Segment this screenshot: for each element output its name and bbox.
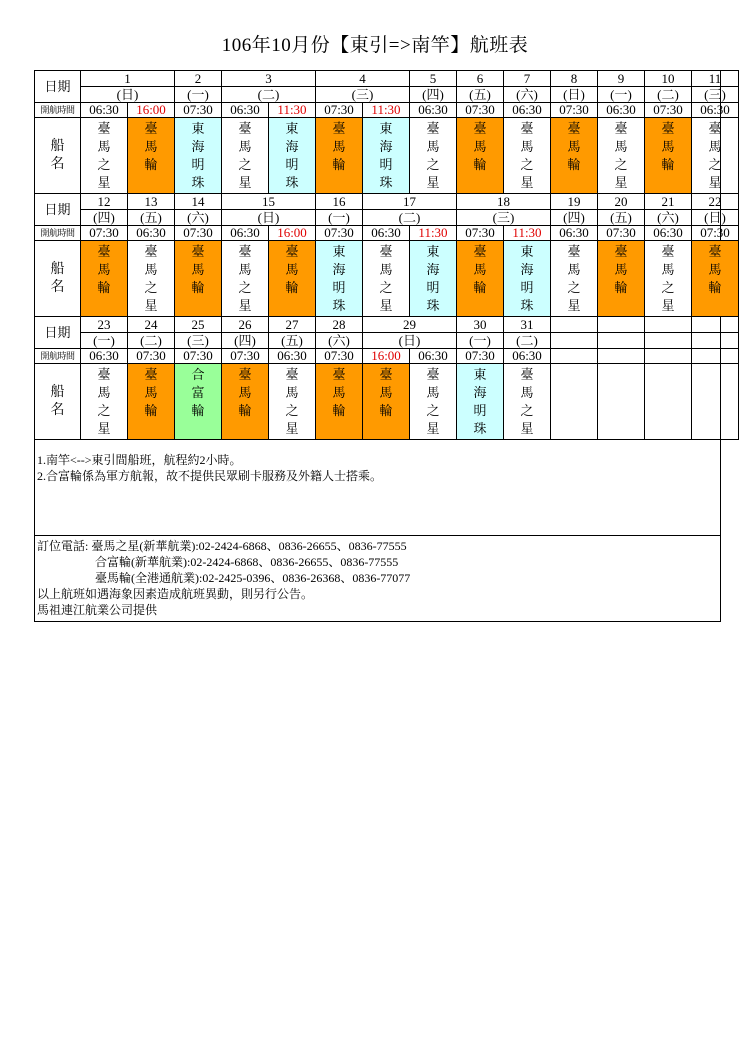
ship-cell	[457, 364, 504, 440]
ship-name: 臺馬輪	[332, 121, 346, 172]
ship-name: 臺馬輪	[614, 244, 628, 295]
ship-name: 東海明珠	[473, 367, 487, 436]
ship-name-label	[35, 364, 81, 440]
departure-time: 07:30	[128, 349, 175, 364]
departure-time: 06:30	[551, 226, 598, 241]
ship-cell	[316, 118, 363, 194]
departure-time: 07:30	[316, 349, 363, 364]
date-cell: 5	[410, 71, 457, 87]
ship-cell	[175, 241, 222, 317]
ship-name: 臺馬輪	[191, 244, 205, 295]
contact-info	[37, 538, 410, 618]
ship-name-label	[35, 241, 81, 317]
ship-cell	[692, 118, 739, 194]
date-cell: 2	[175, 71, 222, 87]
ship-name: 合富輪	[191, 367, 205, 418]
departure-time: 11:30	[504, 226, 551, 241]
departure-time: 07:30	[175, 103, 222, 118]
weekday-cell: (三)	[457, 210, 551, 226]
ship-name: 臺馬輪	[379, 367, 393, 418]
departure-time: 06:30	[410, 103, 457, 118]
date-cell	[692, 317, 739, 333]
ship-name: 臺馬輪	[473, 244, 487, 295]
date-cell	[598, 317, 645, 333]
contact-footer-1: 以上航班如遇海象因素造成航班異動，則另行公告。	[37, 587, 314, 601]
date-cell: 14	[175, 194, 222, 210]
contact-line-1: 臺馬之星(新華航業):02-2424-6868、0836-26655、0836-77555	[91, 539, 407, 553]
ship-name: 東海明珠	[379, 121, 393, 190]
departure-time: 16:00	[128, 103, 175, 118]
ship-name: 臺馬之星	[614, 121, 628, 190]
ship-cell	[551, 241, 598, 317]
departure-time: 11:30	[410, 226, 457, 241]
departure-time: 07:30	[222, 349, 269, 364]
ship-name: 臺馬之星	[97, 367, 111, 436]
date-cell: 28	[316, 317, 363, 333]
ship-name: 臺馬輪	[332, 367, 346, 418]
ship-cell	[598, 118, 645, 194]
ship-cell	[363, 241, 410, 317]
date-cell: 17	[363, 194, 457, 210]
schedule-table	[34, 70, 739, 440]
ship-name: 臺馬輪	[708, 244, 722, 295]
date-cell	[551, 317, 598, 333]
ship-name: 臺馬之星	[144, 244, 158, 313]
date-cell: 30	[457, 317, 504, 333]
ship-cell	[504, 118, 551, 194]
date-cell: 26	[222, 317, 269, 333]
ship-name: 臺馬輪	[144, 367, 158, 418]
departure-time: 07:30	[598, 226, 645, 241]
date-cell: 22	[692, 194, 739, 210]
weekday-cell	[692, 333, 739, 349]
date-cell: 3	[222, 71, 316, 87]
date-cell: 23	[81, 317, 128, 333]
weekday-cell: (一)	[316, 210, 363, 226]
ship-cell	[645, 241, 692, 317]
ship-name: 臺馬輪	[661, 121, 675, 172]
departure-time: 06:30	[645, 226, 692, 241]
departure-time: 07:30	[316, 103, 363, 118]
weekday-cell: (四)	[410, 87, 457, 103]
ship-cell	[645, 364, 692, 440]
weekday-cell: (六)	[175, 210, 222, 226]
ship-name-label	[35, 118, 81, 194]
weekday-cell	[551, 333, 598, 349]
departure-time: 06:30	[504, 103, 551, 118]
date-cell: 10	[645, 71, 692, 87]
weekday-cell: (日)	[222, 210, 316, 226]
contact-label: 訂位電話:	[37, 539, 89, 553]
date-cell: 29	[363, 317, 457, 333]
date-cell: 7	[504, 71, 551, 87]
ship-name: 臺馬輪	[567, 121, 581, 172]
date-cell: 21	[645, 194, 692, 210]
weekday-cell: (二)	[504, 333, 551, 349]
date-cell: 4	[316, 71, 410, 87]
ship-name: 東海明珠	[426, 244, 440, 313]
date-label: 日期	[35, 194, 81, 226]
date-cell: 15	[222, 194, 316, 210]
departure-time	[598, 349, 645, 364]
date-cell: 13	[128, 194, 175, 210]
ship-name: 臺馬之星	[379, 244, 393, 313]
weekday-cell: (五)	[269, 333, 316, 349]
departure-time: 06:30	[81, 349, 128, 364]
ship-name: 臺馬之星	[567, 244, 581, 313]
ship-name: 臺馬輪	[285, 244, 299, 295]
weekday-cell: (日)	[363, 333, 457, 349]
ship-name: 東海明珠	[520, 244, 534, 313]
ship-name: 臺馬之星	[238, 121, 252, 190]
departure-time-label: 開航時間	[35, 226, 81, 241]
departure-time: 16:00	[269, 226, 316, 241]
ship-cell	[269, 241, 316, 317]
ship-cell	[81, 364, 128, 440]
ship-name: 臺馬之星	[520, 121, 534, 190]
note-1: 1.南竿<-->東引間船班，航程約2小時。	[37, 453, 242, 467]
ship-name: 臺馬輪	[238, 367, 252, 418]
departure-time: 06:30	[410, 349, 457, 364]
departure-time: 06:30	[128, 226, 175, 241]
ship-name: 臺馬輪	[473, 121, 487, 172]
ship-name: 臺馬輪	[144, 121, 158, 172]
ship-name: 東海明珠	[332, 244, 346, 313]
weekday-cell	[598, 333, 645, 349]
departure-time: 06:30	[222, 103, 269, 118]
departure-time: 07:30	[692, 226, 739, 241]
weekday-cell	[645, 333, 692, 349]
ship-cell	[81, 241, 128, 317]
weekday-cell: (一)	[598, 87, 645, 103]
ship-name: 臺馬輪	[97, 244, 111, 295]
departure-time	[551, 349, 598, 364]
departure-time: 07:30	[457, 349, 504, 364]
weekday-cell: (四)	[81, 210, 128, 226]
weekday-cell: (六)	[645, 210, 692, 226]
ship-name: 臺馬之星	[97, 121, 111, 190]
weekday-cell: (五)	[128, 210, 175, 226]
ship-name: 臺馬之星	[520, 367, 534, 436]
ship-cell	[128, 364, 175, 440]
departure-time-label: 開航時間	[35, 103, 81, 118]
date-cell: 1	[81, 71, 175, 87]
weekday-cell: (一)	[457, 333, 504, 349]
date-cell: 19	[551, 194, 598, 210]
date-cell: 31	[504, 317, 551, 333]
ship-cell	[457, 118, 504, 194]
ship-cell	[175, 364, 222, 440]
note-2: 2.合富輪係為軍方航報，故不提供民眾刷卡服務及外籍人士搭乘。	[37, 469, 383, 483]
ship-cell	[645, 118, 692, 194]
date-label: 日期	[35, 71, 81, 103]
date-cell: 9	[598, 71, 645, 87]
weekday-cell: (四)	[222, 333, 269, 349]
weekday-cell: (二)	[363, 210, 457, 226]
ship-name: 臺馬之星	[238, 244, 252, 313]
weekday-cell: (日)	[692, 210, 739, 226]
weekday-cell: (日)	[551, 87, 598, 103]
date-cell: 6	[457, 71, 504, 87]
weekday-cell: (日)	[81, 87, 175, 103]
weekday-cell: (五)	[457, 87, 504, 103]
departure-time: 07:30	[457, 103, 504, 118]
ship-name-label-text: 船名	[50, 384, 65, 418]
ship-name: 東海明珠	[285, 121, 299, 190]
departure-time: 07:30	[175, 226, 222, 241]
date-cell	[645, 317, 692, 333]
departure-time: 07:30	[551, 103, 598, 118]
departure-time: 06:30	[504, 349, 551, 364]
ship-cell	[504, 364, 551, 440]
ship-cell	[316, 364, 363, 440]
departure-time: 06:30	[81, 103, 128, 118]
contact-line-3: 臺馬輪(全港通航業):02-2425-0396、0836-26368、0836-77077	[95, 571, 411, 585]
ship-cell	[222, 364, 269, 440]
date-cell: 18	[457, 194, 551, 210]
date-cell: 8	[551, 71, 598, 87]
departure-time: 07:30	[457, 226, 504, 241]
ship-cell	[128, 241, 175, 317]
ship-cell	[551, 118, 598, 194]
ship-cell	[457, 241, 504, 317]
departure-time: 07:30	[81, 226, 128, 241]
weekday-cell: (二)	[645, 87, 692, 103]
ship-name: 臺馬之星	[426, 367, 440, 436]
ship-cell	[410, 118, 457, 194]
weekday-cell: (三)	[692, 87, 739, 103]
ship-cell	[316, 241, 363, 317]
ship-name-label-text: 船名	[50, 261, 65, 295]
page-title: 106年10月份【東引=>南竿】航班表	[221, 35, 529, 56]
weekday-cell: (二)	[222, 87, 316, 103]
departure-time: 06:30	[269, 349, 316, 364]
date-cell: 20	[598, 194, 645, 210]
departure-time	[692, 349, 739, 364]
departure-time: 11:30	[269, 103, 316, 118]
ship-cell	[363, 364, 410, 440]
ship-name: 東海明珠	[191, 121, 205, 190]
date-cell: 24	[128, 317, 175, 333]
ship-name: 臺馬之星	[708, 121, 722, 190]
weekday-cell: (三)	[175, 333, 222, 349]
ship-cell	[269, 118, 316, 194]
ship-cell	[598, 364, 645, 440]
notes	[37, 452, 382, 484]
departure-time: 07:30	[316, 226, 363, 241]
weekday-cell: (二)	[128, 333, 175, 349]
ship-name: 臺馬之星	[661, 244, 675, 313]
date-label: 日期	[35, 317, 81, 349]
departure-time: 06:30	[598, 103, 645, 118]
ship-name: 臺馬之星	[426, 121, 440, 190]
ship-cell	[551, 364, 598, 440]
contact-line-2: 合富輪(新華航業):02-2424-6868、0836-26655、0836-77555	[95, 555, 399, 569]
date-cell: 27	[269, 317, 316, 333]
departure-time: 07:30	[645, 103, 692, 118]
weekday-cell: (六)	[316, 333, 363, 349]
date-cell: 11	[692, 71, 739, 87]
ship-cell	[410, 364, 457, 440]
departure-time	[645, 349, 692, 364]
weekday-cell: (一)	[175, 87, 222, 103]
departure-time: 06:30	[692, 103, 739, 118]
ship-cell	[363, 118, 410, 194]
weekday-cell: (六)	[504, 87, 551, 103]
ship-cell	[81, 118, 128, 194]
ship-cell	[692, 241, 739, 317]
weekday-cell: (四)	[551, 210, 598, 226]
weekday-cell: (五)	[598, 210, 645, 226]
departure-time: 16:00	[363, 349, 410, 364]
notes-divider	[34, 535, 721, 536]
ship-cell	[269, 364, 316, 440]
ship-cell	[598, 241, 645, 317]
ship-cell	[504, 241, 551, 317]
weekday-cell: (一)	[81, 333, 128, 349]
ship-cell	[692, 364, 739, 440]
departure-time: 06:30	[222, 226, 269, 241]
ship-name: 臺馬之星	[285, 367, 299, 436]
ship-cell	[222, 118, 269, 194]
ship-cell	[128, 118, 175, 194]
departure-time: 07:30	[175, 349, 222, 364]
ship-cell	[222, 241, 269, 317]
date-cell: 12	[81, 194, 128, 210]
date-cell: 25	[175, 317, 222, 333]
date-cell: 16	[316, 194, 363, 210]
ship-cell	[175, 118, 222, 194]
departure-time-label: 開航時間	[35, 349, 81, 364]
contact-footer-2: 馬祖連江航業公司提供	[37, 603, 158, 617]
departure-time: 06:30	[363, 226, 410, 241]
ship-name-label-text: 船名	[50, 138, 65, 172]
weekday-cell: (三)	[316, 87, 410, 103]
departure-time: 11:30	[363, 103, 410, 118]
ship-cell	[410, 241, 457, 317]
